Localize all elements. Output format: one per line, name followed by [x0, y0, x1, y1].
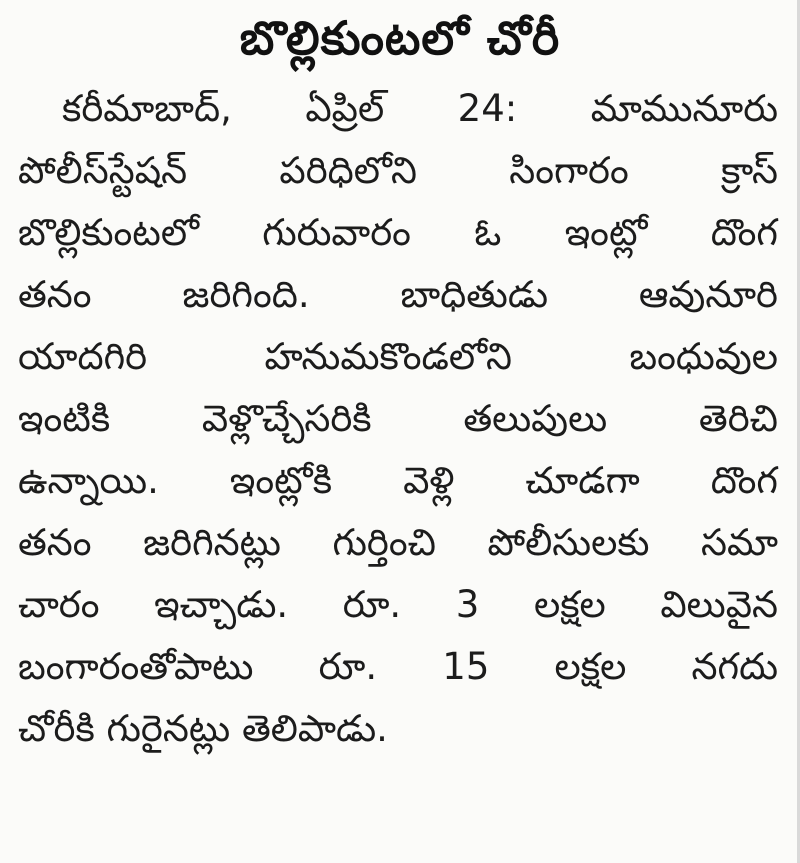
article-line: ఇంటికి వెళ్లొచ్చేసరికి తలుపులు తెరిచి — [18, 397, 778, 440]
article-line: యాదగిరి హనుమకొండలోని బంధువుల — [18, 335, 778, 378]
article-line: పోలీస్‌స్టేషన్ పరిధిలోని సింగారం క్రాస్ — [18, 149, 778, 192]
article-body — [18, 78, 778, 760]
article-headline: బొల్లికుంటలో చోరీ — [239, 11, 561, 65]
article-line: చోరీకి గురైనట్లు తెలిపాడు. — [18, 707, 388, 750]
article-line: బొల్లికుంటలో గురువారం ఓ ఇంట్లో దొంగ — [18, 211, 778, 254]
article-line: కరీమాబాద్, ఏప్రిల్ 24: మామునూరు — [62, 87, 778, 130]
article-line: ఉన్నాయి. ఇంట్లోకి వెళ్లి చూడగా దొంగ — [18, 459, 778, 502]
article-line: చారం ఇచ్చాడు. రూ. 3 లక్షల విలువైన — [18, 583, 778, 626]
article-line: బంగారంతోపాటు రూ. 15 లక్షల నగదు — [18, 645, 778, 688]
article-line: తనం జరిగింది. బాధితుడు ఆవునూరి — [18, 273, 778, 316]
article-line: తనం జరిగినట్లు గుర్తించి పోలీసులకు సమా — [18, 521, 778, 564]
